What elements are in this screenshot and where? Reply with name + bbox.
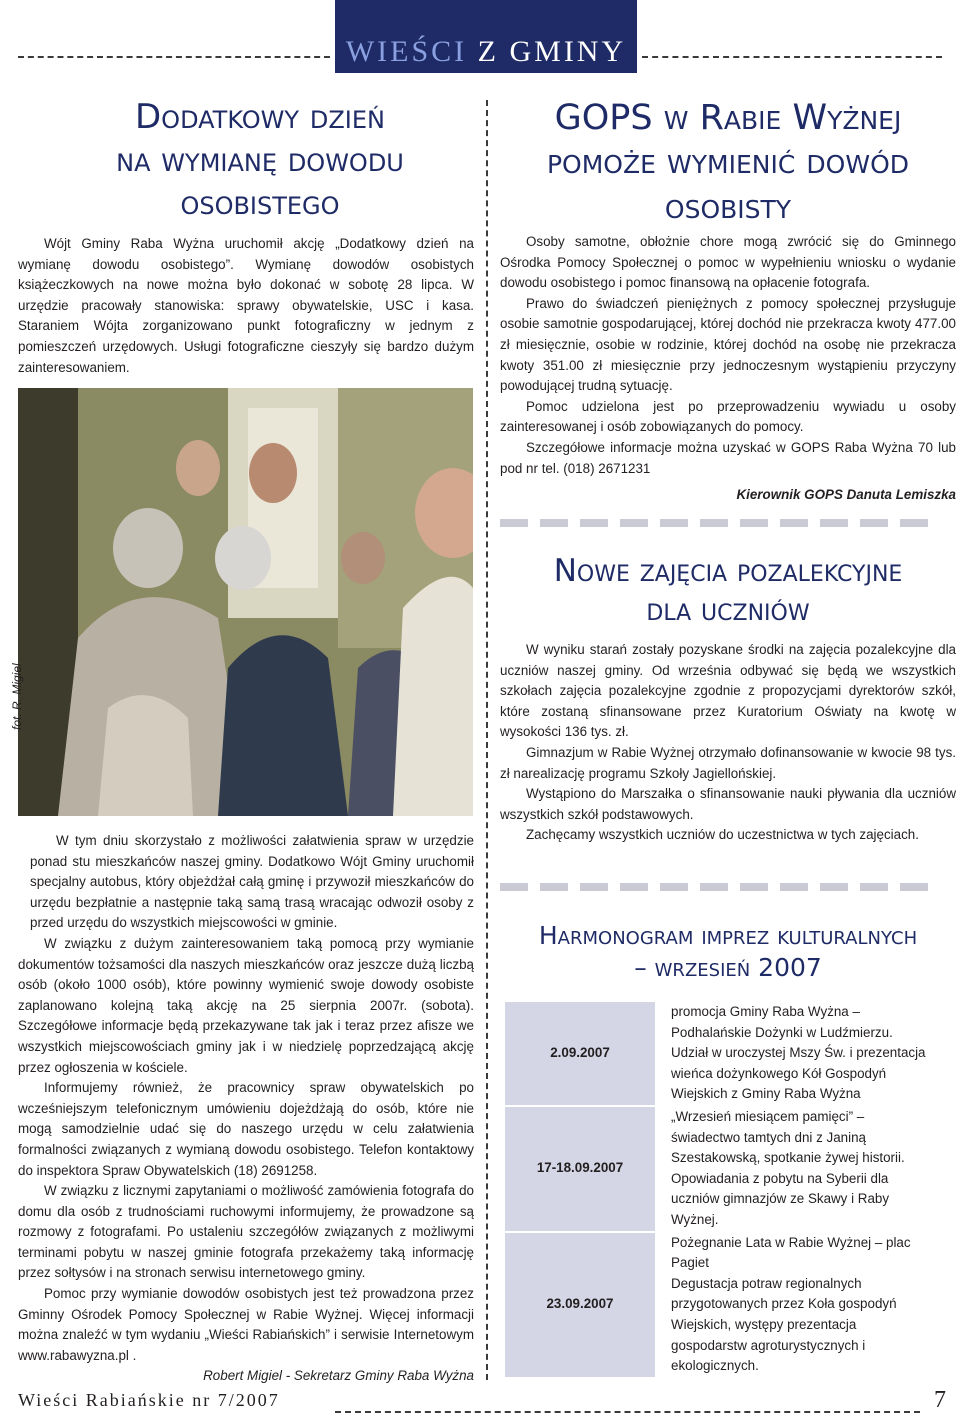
article1-paragraph: W związku z licznymi zapytaniami o możliwość zamówienia fotografa do domu dla osób z trudnościami ruchowymi informujemy, że prowadzone są rozmowy z fotografami. Po ustaleniu szczegółów związanych z możliwymi terminami pobytu w naszej gminie fotografa przekażemy taką informację przez sołtysów i na stronach serwisu internetowego gminy.: [18, 1183, 474, 1281]
article3-paragraph: Wystąpiono do Marszałka o sfinansowanie nauki pływania dla uczniów wszystkich szkół podstawowych.: [500, 786, 956, 822]
header-rule-left: [18, 56, 330, 58]
article2-signature: Kierownik GOPS Danuta Lemiszka: [736, 487, 956, 503]
article1-lead: [18, 234, 474, 378]
article1-title: [40, 96, 480, 226]
event-line: Pagiet: [671, 1255, 709, 1271]
article1-title-line3: osobistego: [180, 183, 340, 224]
event-date: 23.09.2007: [505, 1232, 655, 1378]
article2-paragraph: Osoby samotne, obłożnie chore mogą zwrócić się do Gminnego Ośrodka Pomocy Społecznej o pomoc w wypełnieniu wniosku o wydanie dowodu osobistego i pomoc finansową na opłacenie fotografa.: [500, 234, 956, 291]
event-line: wieńca dożynkowego Kół Gospodyń: [671, 1065, 887, 1081]
article2-paragraph: Prawo do świadczeń pieniężnych z pomocy społecznej przysługuje osobie samotnie gospodarującej, której dochód nie przekracza kwoty 477.00 zł miesięcznie, osobie w rodzinie, której dochód na osobę nie przekracza kwoty 351.00 zł miesięcznie przy jednoczesnym wystąpieniu przyczyny powodującej trudną sytuację.: [500, 295, 956, 394]
article2-body: [500, 232, 956, 506]
event-line: świadectwo tamtych dni z Janiną: [671, 1129, 867, 1145]
article3-title-line2: dla uczniów: [646, 592, 810, 629]
page-number: 7: [934, 1387, 946, 1413]
section-masthead: [335, 0, 637, 73]
article3-paragraph: Zachęcamy wszystkich uczniów do uczestnictwa w tych zajęciach.: [526, 827, 919, 843]
article4-title-line2: – wrzesień 2007: [634, 952, 822, 982]
crowd-photo: [18, 388, 473, 816]
event-line: Podhalańskie Dożynki w Ludźmierzu.: [671, 1024, 893, 1040]
event-description: [655, 1232, 952, 1378]
event-line: Degustacja potraw regionalnych: [671, 1275, 862, 1291]
footer-publication-title: Wieści Rabiańskie nr 7/2007: [18, 1390, 280, 1410]
article1-paragraph: W tym dniu skorzystało z możliwości załatwienia spraw w urzędzie ponad stu mieszkańców naszej gminy. Dodatkowo Wójt Gminy uruchomił specjalny autobus, który objeżdżał całą gminę i przywoził mieszkańców do urzędu bezpłatnie a następnie taką samą trasą wracając odwoził osoby z przed urzędu do wszystkich miejscowości w gminie.: [30, 833, 474, 931]
table-row: [505, 1002, 952, 1106]
event-date: 2.09.2007: [505, 1002, 655, 1106]
article1-paragraph: Informujemy również, że pracownicy spraw obywatelskich po wcześniejszym telefonicznym umówieniu dojeżdżają do osób, które nie mogą samodzielnie udać się do naszego urzędu w celu załatwienia formalności związanych z wymianą dowodu osobistego. Telefon kontaktowy do inspektora Spraw Obywatelskich (18) 2691258.: [18, 1080, 474, 1178]
crowd-photo-image: [18, 388, 473, 816]
table-row: [505, 1232, 952, 1378]
column-divider: [486, 100, 488, 1380]
article2-paragraph: Szczegółowe informacje można uzyskać w GOPS Raba Wyżna 70 lub pod nr tel. (018) 2671231: [500, 439, 956, 476]
event-description: [655, 1002, 952, 1106]
article3-paragraph: Gimnazjum w Rabie Wyżnej otrzymało dofinansowanie w kwocie 98 tys. zł narealizację programu Szkoły Jagiellońskiej.: [500, 744, 956, 781]
article3-paragraph: W wyniku starań zostały pozyskane środki na zajęcia pozalekcyjne dla uczniów naszej gminy. Od września odbywać się będą we wszystkich szkołach zajęcia pozalekcyjne zgodnie z propozycjami dyrektorów szkół, które zostaną sfinansowane przez Kuratorium Oświaty na kwotę w wysokości 136 tys. zł.: [500, 642, 956, 740]
footer-rule: [335, 1411, 920, 1413]
masthead-word1: WIEŚCI: [345, 35, 468, 68]
events-table: [505, 1002, 952, 1379]
event-line: Opowiadania z pobytu na Syberii dla: [671, 1170, 889, 1186]
article4-title: [500, 920, 956, 984]
article3-title: [500, 552, 956, 631]
article1-lead-text: Wójt Gminy Raba Wyżna uruchomił akcję „Dodatkowy dzień na wymianę dowodu osobistego”. Wymianę dowodów osobistych książeczkowych na nowe można było dokonać w sobotę 28 lipca. W urzędzie pracowały stanowiska: sprawy obywatelskie, USC i kasa. Staraniem Wójta zorganizowano punkt fotograficzny w jednym z pomieszczeń urzędowych. Usługi fotograficzne cieszyły się bardzo dużym zainteresowaniem.: [18, 236, 474, 375]
article1-signature: Robert Migiel - Sekretarz Gminy Raba Wyżna: [203, 1368, 474, 1384]
article3-title-line1: Nowe zajęcia pozalekcyjne: [553, 553, 903, 589]
event-date: 17-18.09.2007: [505, 1106, 655, 1232]
event-line: ekologicznych.: [671, 1358, 759, 1374]
event-line: promocja Gminy Raba Wyżna –: [671, 1004, 860, 1019]
event-line: „Wrzesień miesiącem pamięci” –: [671, 1108, 865, 1124]
article2-title-line3: osobisty: [664, 186, 792, 227]
article4-title-line1: Harmonogram imprez kulturalnych: [538, 921, 918, 950]
article1-body: [18, 831, 474, 1387]
event-line: Wiejskich z Gminy Raba Wyżna: [671, 1086, 861, 1102]
event-line: Pożegnanie Lata w Rabie Wyżnej – plac: [671, 1234, 911, 1250]
photo-credit: fot. R. Migiel: [10, 663, 24, 730]
event-line: gospodarstw agroturystycznych i: [671, 1337, 866, 1353]
event-line: Udział w uroczystej Mszy Św. i prezentacja: [671, 1045, 926, 1061]
article1-paragraph: Pomoc przy wymianie dowodów osobistych jest też prowadzona przez Gminny Ośrodek Pomocy Społecznej w Rabie Wyżnej. Więcej informacji można znaleźć w tym wydaniu „Wieści Rabiańskich” i serwisie Internetowym www.rabawyzna.pl .: [18, 1286, 474, 1363]
article2-title-line1: GOPS w Rabie Wyżnej: [554, 98, 902, 138]
article1-title-line1: Dodatkowy dzień: [135, 97, 385, 137]
masthead-word2: Z GMINY: [477, 35, 627, 68]
event-line: Szestakowską, spotkanie żywej historii.: [671, 1150, 905, 1166]
article1-paragraph: W związku z dużym zainteresowaniem taką pomocą przy wymianie dokumentów tożsamości dla naszych mieszkańców oraz jeszcze dużą liczbą osób (około 1000 osób), które powinny wymienić swoje dowody osobiste zaplanowano kolejną taką akcję na 25 sierpnia 2007r. (sobota). Szczegółowe informacje będą przekazywane tak jak i teraz przez afisze we wszystkich miejscowościach gminy jak i w niedzielę poprzedzającą akcję przez ogłoszenia w kościele.: [18, 935, 474, 1075]
table-row: [505, 1106, 952, 1232]
separator-bar-2: [500, 883, 928, 891]
article3-body: [500, 640, 956, 846]
article2-paragraph: Pomoc udzielona jest po przeprowadzeniu wywiadu u osoby zainteresowanej i osób zobowiązanych do pomocy.: [500, 398, 956, 435]
event-line: uczniów gimnazjów ze Skawy i Raby: [671, 1191, 890, 1207]
event-description: [655, 1106, 952, 1232]
event-line: Wyżnej.: [671, 1211, 719, 1227]
event-line: Wiejskich, występy prezentacja: [671, 1316, 857, 1332]
header-rule-right: [642, 56, 942, 58]
article2-title-line2: pomoże wymienić dowód: [546, 142, 909, 183]
event-line: przygotowanych przez Koła gospodyń: [671, 1296, 897, 1312]
separator-bar-1: [500, 519, 928, 527]
article1-title-line2: na wymianę dowodu: [116, 140, 404, 181]
article2-title: [500, 96, 956, 229]
